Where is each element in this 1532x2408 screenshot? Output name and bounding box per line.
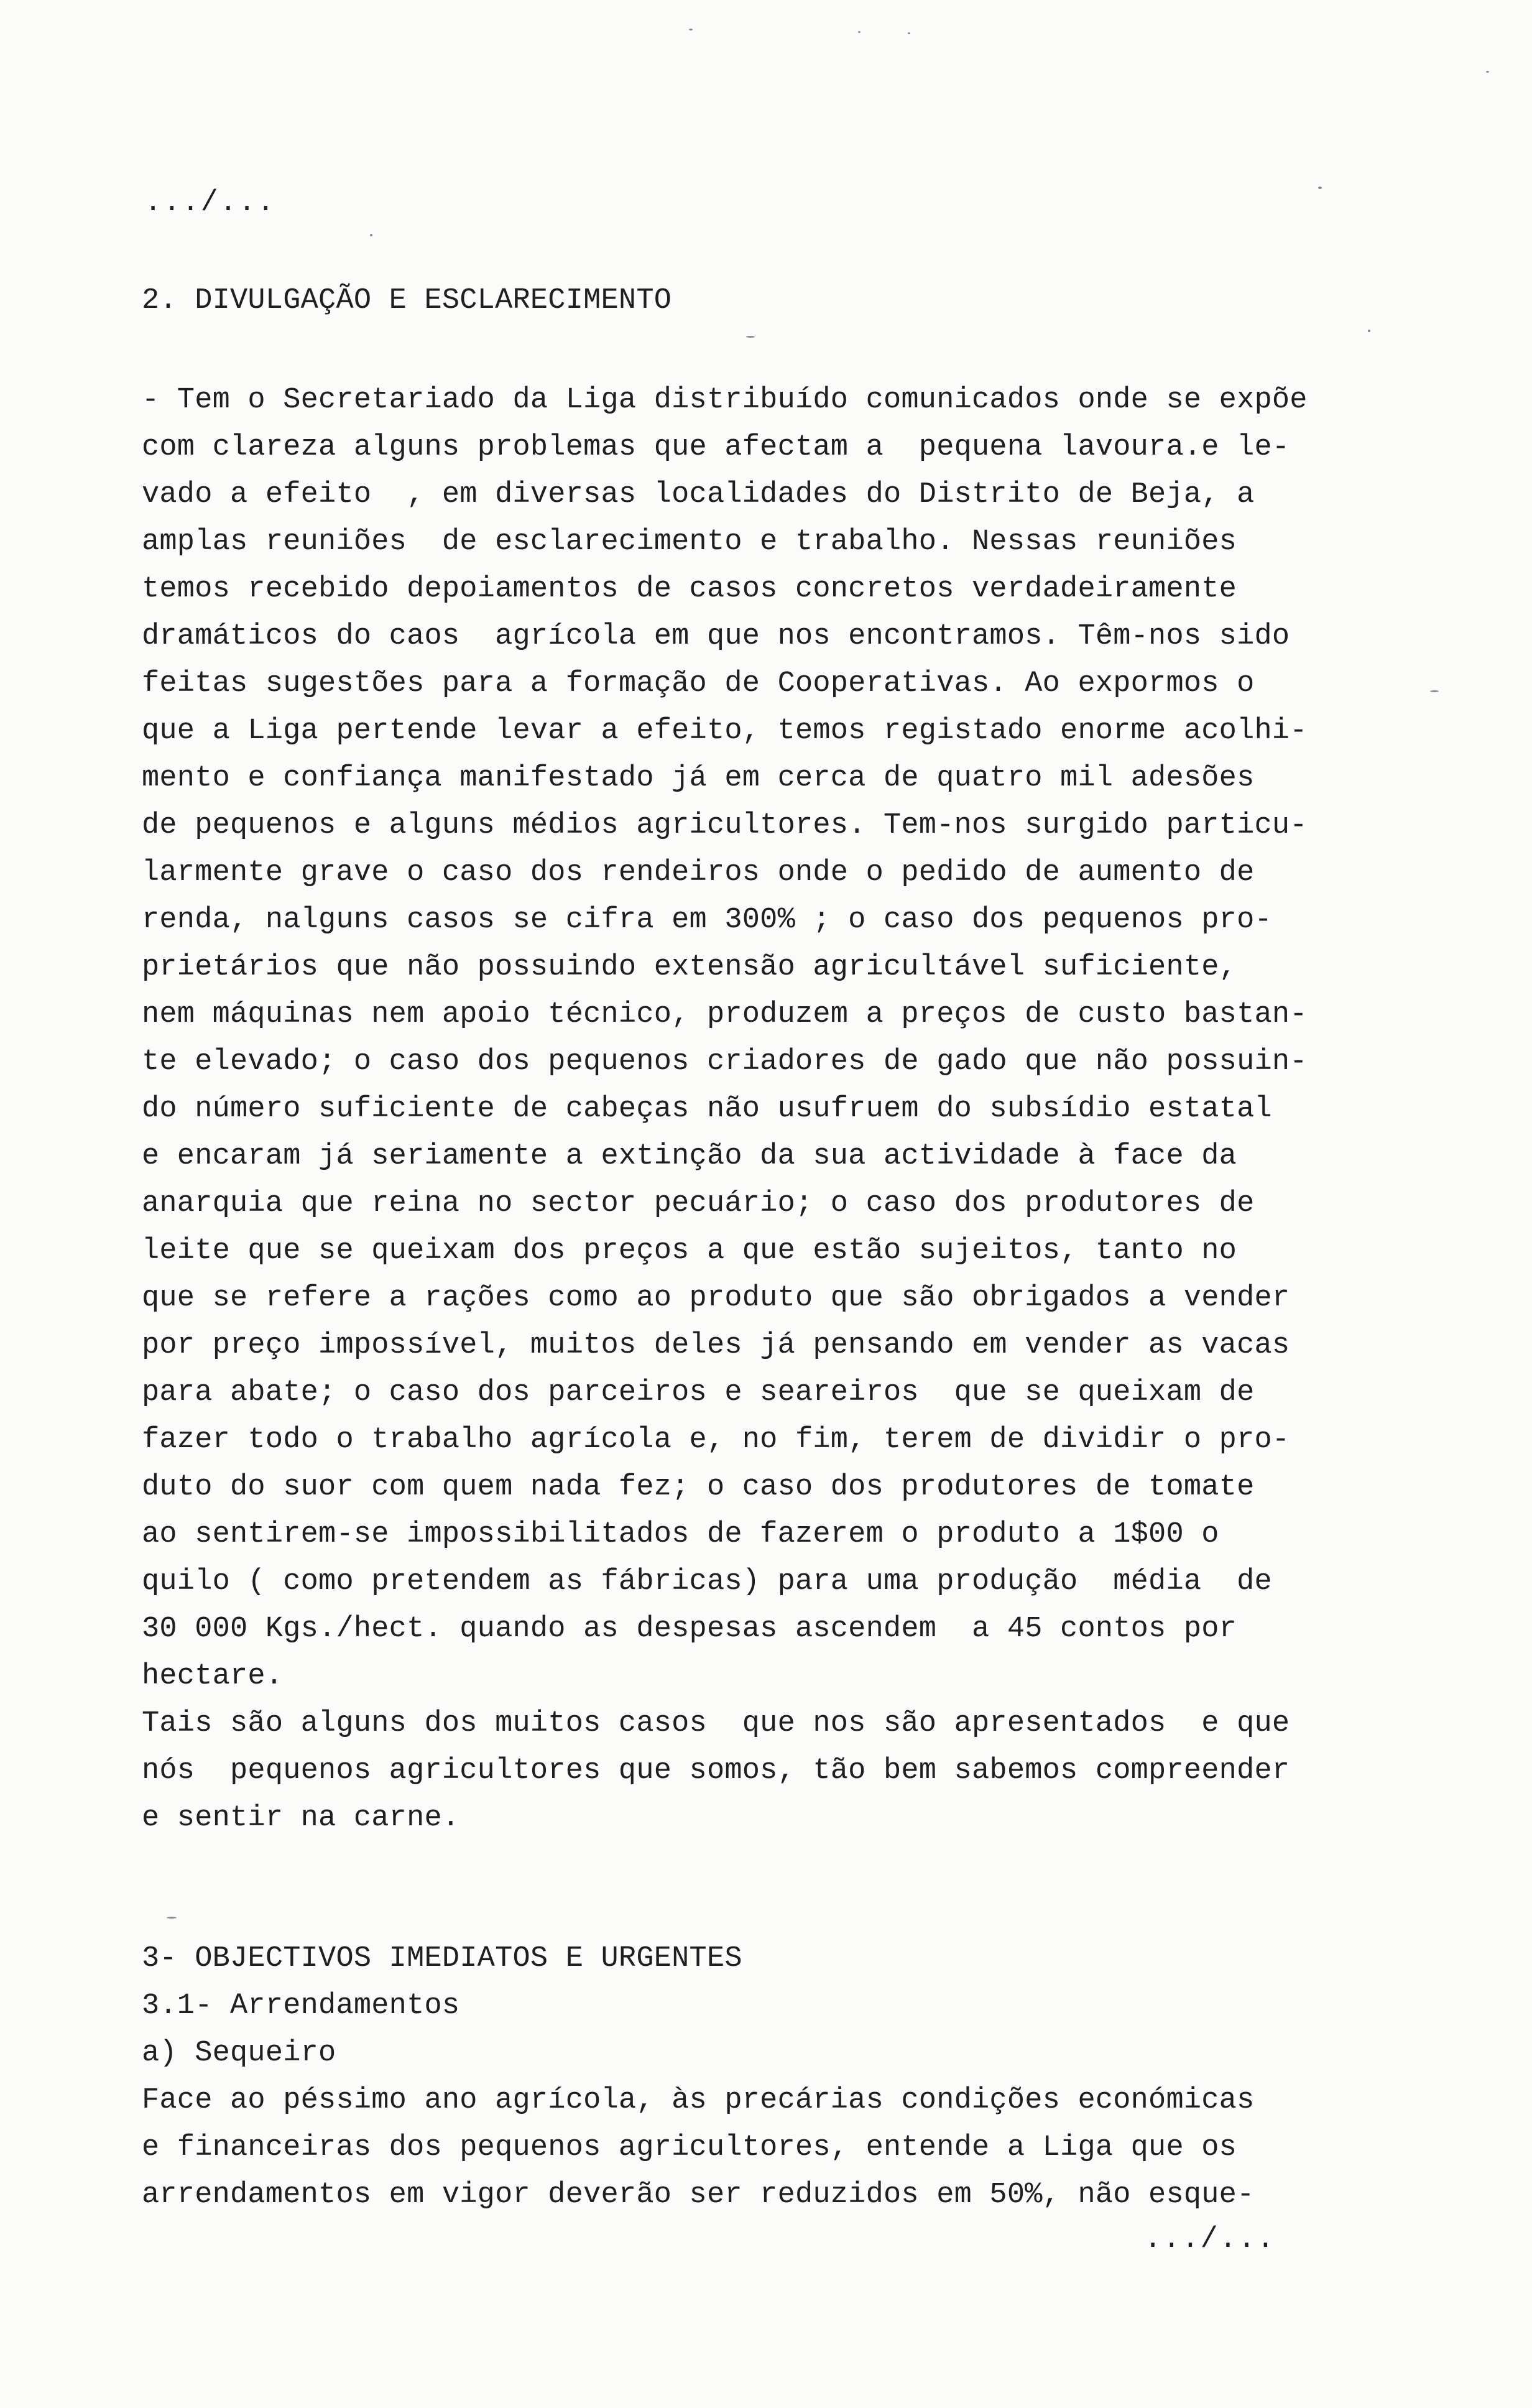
section-2-line-25: ao sentirem-se impossibilitados de fazerem o produto a 1$00 o [142, 1518, 1219, 1551]
section-2-line-1: - Tem o Secretariado da Liga distribuído comunicados onde se expõe [142, 384, 1308, 417]
section-3-line-1: Face ao péssimo ano agrícola, às precárias condições económicas [142, 2084, 1255, 2117]
section-3-line-3: arrendamentos em vigor deverão ser reduzidos em 50%, não esque- [142, 2179, 1255, 2211]
section-2-line-17: e encaram já seriamente a extinção da sua actividade à face da [142, 1140, 1237, 1173]
section-3-1-subheading: 3.1- Arrendamentos [142, 1989, 460, 2022]
scan-speck [689, 29, 693, 30]
section-2-line-30: nós pequenos agricultores que somos, tão bem sabemos compreender [142, 1754, 1290, 1787]
section-2-line-19: leite que se queixam dos preços a que estão sujeitos, tanto no [142, 1234, 1237, 1267]
section-2-line-22: para abate; o caso dos parceiros e seareiros que se queixam de [142, 1376, 1255, 1409]
section-2-line-15: te elevado; o caso dos pequenos criadores de gado que não possuin- [142, 1045, 1308, 1078]
section-3-line-2: e financeiras dos pequenos agricultores, entende a Liga que os [142, 2131, 1237, 2164]
scan-speck [370, 234, 372, 236]
section-2-line-5: temos recebido depoiamentos de casos concretos verdadeiramente [142, 573, 1237, 606]
section-2-line-18: anarquia que reina no sector pecuário; o caso dos produtores de [142, 1187, 1255, 1220]
section-2-line-6: dramáticos do caos agrícola em que nos encontramos. Têm-nos sido [142, 620, 1290, 653]
scan-speck [1368, 330, 1370, 332]
continuation-mark-bottom: .../... [1144, 2223, 1276, 2256]
scan-speck [1318, 187, 1322, 189]
section-2-line-10: de pequenos e alguns médios agricultores. Tem-nos surgido particu- [142, 809, 1308, 842]
section-2-line-28: hectare. [142, 1660, 284, 1693]
section-2-line-23: fazer todo o trabalho agrícola e, no fim, terem de dividir o pro- [142, 1424, 1290, 1456]
section-2-line-9: mento e confiança manifestado já em cerca de quatro mil adesões [142, 762, 1255, 795]
section-2-line-29: Tais são alguns dos muitos casos que nos são apresentados e que [142, 1707, 1290, 1740]
scan-speck [746, 336, 755, 338]
section-2-line-2: com clareza alguns problemas que afectam a pequena lavoura.e le- [142, 431, 1290, 464]
section-2-line-4: amplas reuniões de esclarecimento e trabalho. Nessas reuniões [142, 526, 1237, 558]
section-3-heading: 3- OBJECTIVOS IMEDIATOS E URGENTES [142, 1942, 742, 1975]
scan-speck [167, 1917, 177, 1919]
section-2-heading: 2. DIVULGAÇÃO E ESCLARECIMENTO [142, 284, 672, 317]
section-2-line-11: larmente grave o caso dos rendeiros onde o pedido de aumento de [142, 856, 1255, 889]
section-2-line-16: do número suficiente de cabeças não usufruem do subsídio estatal [142, 1093, 1272, 1126]
section-2-line-27: 30 000 Kgs./hect. quando as despesas ascendem a 45 contos por [142, 1613, 1237, 1646]
continuation-mark-top: .../... [144, 187, 276, 220]
scan-speck [908, 32, 910, 34]
scan-speck [1430, 690, 1439, 692]
scan-speck [858, 31, 861, 33]
section-2-line-12: renda, nalguns casos se cifra em 300% ; o caso dos pequenos pro- [142, 904, 1272, 937]
section-2-line-3: vado a efeito , em diversas localidades do Distrito de Beja, a [142, 478, 1255, 511]
scan-speck [1486, 71, 1489, 73]
section-2-line-13: prietários que não possuindo extensão agricultável suficiente, [142, 951, 1237, 984]
section-2-line-20: que se refere a rações como ao produto que são obrigados a vender [142, 1282, 1290, 1315]
section-2-line-24: duto do suor com quem nada fez; o caso dos produtores de tomate [142, 1471, 1255, 1504]
section-2-line-31: e sentir na carne. [142, 1802, 460, 1835]
section-2-line-14: nem máquinas nem apoio técnico, produzem a preços de custo bastan- [142, 998, 1308, 1031]
section-3-item-a: a) Sequeiro [142, 2037, 336, 2070]
section-2-line-7: feitas sugestões para a formação de Cooperativas. Ao expormos o [142, 667, 1255, 700]
section-2-line-26: quilo ( como pretendem as fábricas) para uma produção média de [142, 1565, 1272, 1598]
section-2-line-8: que a Liga pertende levar a efeito, temos registado enorme acolhi- [142, 715, 1308, 748]
section-2-line-21: por preço impossível, muitos deles já pensando em vender as vacas [142, 1329, 1290, 1362]
